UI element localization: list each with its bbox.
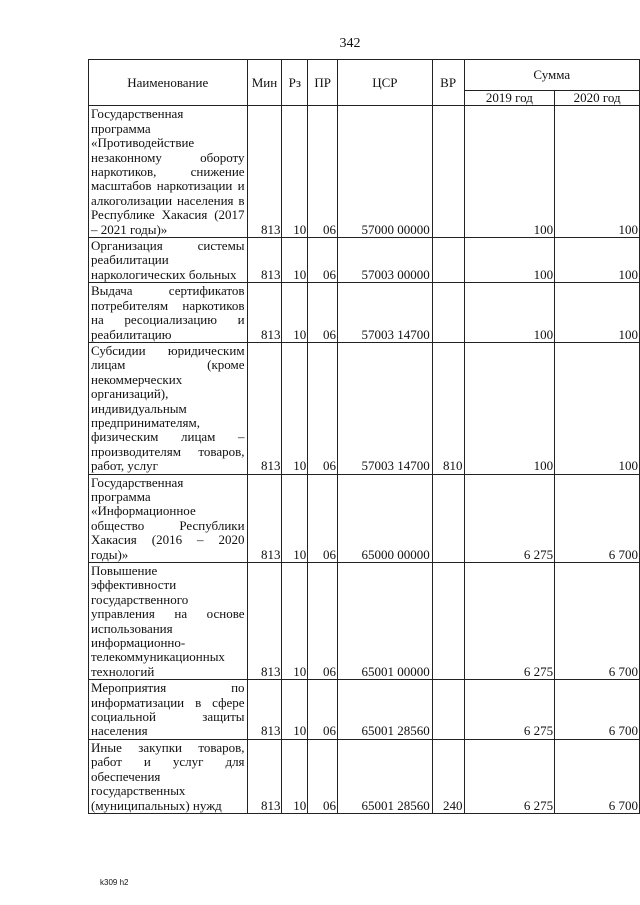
row-csr: 57003 14700: [338, 283, 433, 343]
row-2020: 100: [555, 238, 640, 283]
row-rz: 10: [282, 680, 308, 740]
row-vr: [432, 106, 464, 238]
row-2020: 6 700: [555, 563, 640, 680]
table-row: [89, 342, 640, 474]
row-min: 813: [247, 283, 282, 343]
row-vr: [432, 474, 464, 562]
row-rz: 10: [282, 563, 308, 680]
table-row: [89, 106, 640, 238]
header-year-2019: 2019 год: [464, 91, 555, 106]
row-2020: 6 700: [555, 680, 640, 740]
row-2019: 6 275: [464, 680, 555, 740]
row-pr: 06: [308, 342, 338, 474]
row-name: Иные закупки товаров, работ и услуг для обеспечения государственных (муниципальных) нужд: [89, 739, 248, 813]
row-name: Организация системы реабилитации наркологических больных: [89, 238, 248, 283]
header-min: Мин: [247, 60, 282, 106]
row-2019: 6 275: [464, 739, 555, 813]
row-pr: 06: [308, 739, 338, 813]
row-pr: 06: [308, 283, 338, 343]
row-2020: 100: [555, 342, 640, 474]
row-csr: 57003 14700: [338, 342, 433, 474]
table-row: [89, 739, 640, 813]
row-name: Мероприятия по информатизации в сфере социальной защиты населения: [89, 680, 248, 740]
row-pr: 06: [308, 680, 338, 740]
row-2019: 100: [464, 342, 555, 474]
row-2019: 100: [464, 238, 555, 283]
header-csr: ЦСР: [338, 60, 433, 106]
row-vr: [432, 238, 464, 283]
row-min: 813: [247, 342, 282, 474]
row-pr: 06: [308, 474, 338, 562]
row-min: 813: [247, 238, 282, 283]
header-year-2020: 2020 год: [555, 91, 640, 106]
row-vr: [432, 680, 464, 740]
row-vr: [432, 283, 464, 343]
row-pr: 06: [308, 563, 338, 680]
row-rz: 10: [282, 739, 308, 813]
row-pr: 06: [308, 106, 338, 238]
row-min: 813: [247, 680, 282, 740]
row-min: 813: [247, 106, 282, 238]
row-name: Государственная программа «Информационное общество Республики Хакасия (2016 – 2020 годы)»: [89, 474, 248, 562]
row-name: Выдача сертификатов потребителям наркотиков на ресоциализацию и реабилитацию: [89, 283, 248, 343]
row-name: Повышение эффективности государственного управления на основе использования информационно-телекоммуникационных технологий: [89, 563, 248, 680]
header-name: Наименование: [89, 60, 248, 106]
row-csr: 65001 28560: [338, 680, 433, 740]
header-pr: ПР: [308, 60, 338, 106]
header-sum: Сумма: [464, 60, 639, 91]
table-row: [89, 283, 640, 343]
row-2019: 6 275: [464, 563, 555, 680]
row-pr: 06: [308, 238, 338, 283]
row-csr: 65000 00000: [338, 474, 433, 562]
table-row: [89, 474, 640, 562]
budget-table-container: [88, 59, 640, 814]
budget-table: [88, 59, 640, 814]
row-name: Государственная программа «Противодействие незаконному обороту наркотиков, снижение масштабов наркотизации и алкоголизации населения в Республике Хакасия (2017 – 2021 годы)»: [89, 106, 248, 238]
table-row: [89, 563, 640, 680]
row-rz: 10: [282, 238, 308, 283]
row-2020: 100: [555, 283, 640, 343]
row-rz: 10: [282, 342, 308, 474]
row-vr: 240: [432, 739, 464, 813]
row-2019: 100: [464, 283, 555, 343]
row-rz: 10: [282, 283, 308, 343]
row-csr: 65001 28560: [338, 739, 433, 813]
row-rz: 10: [282, 474, 308, 562]
row-rz: 10: [282, 106, 308, 238]
row-2020: 6 700: [555, 474, 640, 562]
row-2019: 6 275: [464, 474, 555, 562]
row-csr: 57000 00000: [338, 106, 433, 238]
row-csr: 57003 00000: [338, 238, 433, 283]
footer-code: k309 h2: [100, 878, 129, 887]
row-2019: 100: [464, 106, 555, 238]
row-vr: 810: [432, 342, 464, 474]
row-vr: [432, 563, 464, 680]
table-row: [89, 680, 640, 740]
row-2020: 100: [555, 106, 640, 238]
table-body: [89, 106, 640, 814]
row-csr: 65001 00000: [338, 563, 433, 680]
row-min: 813: [247, 474, 282, 562]
row-min: 813: [247, 739, 282, 813]
table-row: [89, 238, 640, 283]
header-vr: ВР: [432, 60, 464, 106]
row-name: Субсидии юридическим лицам (кроме некоммерческих организаций), индивидуальным предпринимателям, физическим лицам – производителям товаров, работ, услуг: [89, 342, 248, 474]
row-min: 813: [247, 563, 282, 680]
page-number: 342: [339, 36, 361, 51]
row-2020: 6 700: [555, 739, 640, 813]
header-rz: Рз: [282, 60, 308, 106]
